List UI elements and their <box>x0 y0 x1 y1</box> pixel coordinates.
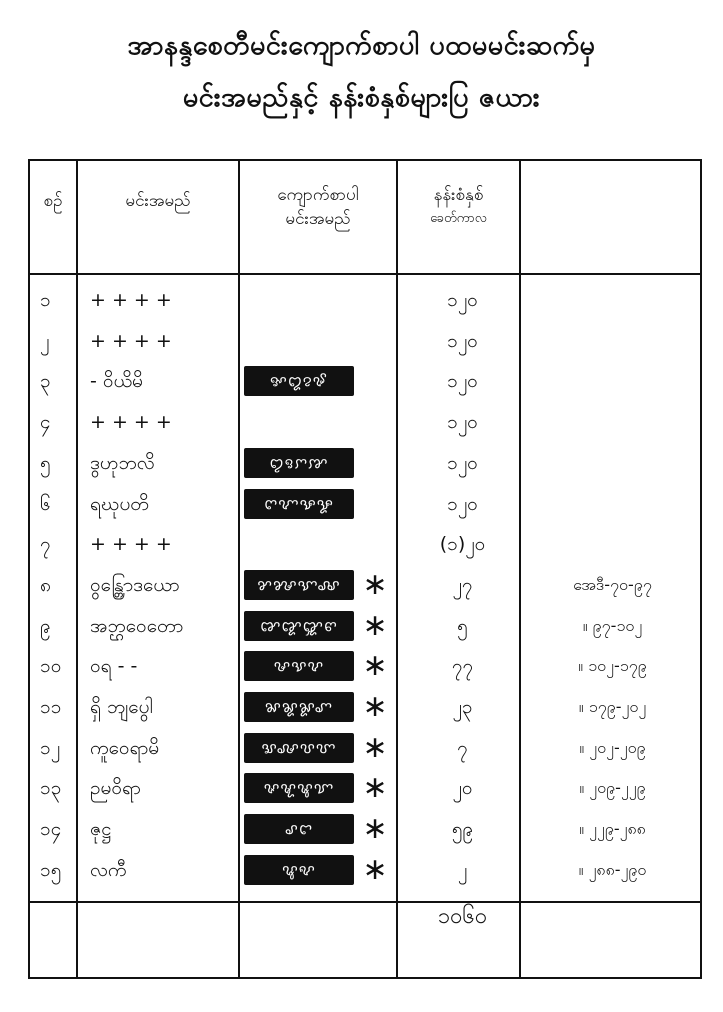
row-number: ၃ <box>40 370 51 393</box>
asterisk-mark: ∗ <box>362 566 388 602</box>
reign-duration: ၂၀ <box>452 777 473 800</box>
inscription-script-image <box>244 611 354 641</box>
row-number: ၂ <box>40 329 50 352</box>
king-name: ဉမဝိရာ <box>90 777 141 800</box>
row-number: ၁၅ <box>40 858 62 881</box>
header-duration <box>398 183 519 231</box>
reign-period: ။ ၁၇၉-၂၀၂ <box>578 697 647 716</box>
inscription-script-image <box>244 366 354 396</box>
inscription-glyphs: ꨥꨦ <box>244 855 354 885</box>
king-name: + + + + <box>90 289 172 311</box>
asterisk-mark: ∗ <box>362 729 388 765</box>
inscription-script-image <box>244 489 354 519</box>
reign-duration: ၁၂၀ <box>447 492 478 515</box>
reign-duration: ၁၂၀ <box>447 289 478 311</box>
table-row <box>30 525 700 563</box>
asterisk-mark: ∗ <box>362 607 388 643</box>
king-name: ရှိ ဘျပွေါ <box>90 696 153 718</box>
asterisk-mark: ∗ <box>362 811 388 847</box>
king-name: + + + + <box>90 329 172 352</box>
reign-duration: ၅ <box>457 614 468 637</box>
header-name: မင်းအမည် <box>125 191 191 211</box>
inscription-glyphs: ꨣꨤ <box>244 814 354 844</box>
inscription-glyphs: ꨀꨁꨂꨃ <box>244 366 354 396</box>
row-number: ၁၂ <box>40 736 61 759</box>
inscription-glyphs: ꨔꨕꨖ <box>244 651 354 681</box>
reign-period: ။ ၂၂၉-၂၈၈ <box>579 819 646 839</box>
header-divider <box>30 273 700 275</box>
table-row <box>30 566 700 604</box>
king-name: ဇုဋ္ဌ <box>90 818 112 841</box>
reign-duration: ၁၂၀ <box>447 329 478 352</box>
reign-duration: ၁၂၀ <box>447 370 478 393</box>
row-number: ၆ <box>40 492 51 515</box>
inscription-script-image <box>244 814 354 844</box>
reign-duration: ၁၂၀ <box>447 451 478 474</box>
total-divider <box>30 901 700 903</box>
reign-period: ။ ၂၈၈-၂၉၀ <box>578 859 647 879</box>
table-row <box>30 810 700 848</box>
king-name: ဒွဟုဘလိ <box>90 451 155 474</box>
asterisk-mark: ∗ <box>362 770 388 806</box>
table-row <box>30 322 700 360</box>
king-name: ရဃုပတိ <box>90 492 149 515</box>
inscription-glyphs: ꨈꨉꨊꨋ <box>244 489 354 519</box>
header-inscription-line-1: ကျောက်စာပါ <box>277 185 359 205</box>
kings-table <box>28 159 702 979</box>
page-title-line-2: မင်းအမည်နှင့် နန်းစံနှစ်များပြ ဇယား <box>182 82 541 113</box>
inscription-glyphs: ꨗꨘꨙꨚ <box>244 692 354 722</box>
table-row <box>30 362 700 400</box>
reign-period: ။ ၂၀၉-၂၂၉ <box>579 778 646 798</box>
inscription-script-image <box>244 773 354 803</box>
table-row <box>30 688 700 726</box>
king-name: ဝရ - - <box>90 655 138 678</box>
reign-duration: ၂ <box>457 858 468 881</box>
row-number: ၁၀ <box>40 655 62 678</box>
king-name: ဝွန္တြောဒယော <box>90 573 180 596</box>
row-number: ၇ <box>40 533 51 556</box>
inscription-glyphs: ꨟꨠꨡꨢ <box>244 773 354 803</box>
inscription-glyphs: ꨛꨜꨝꨞ <box>244 733 354 763</box>
reign-period: ။ ၁၀၂-၁၇၉ <box>578 656 647 676</box>
inscription-glyphs: ꨄꨅꨆꨇ <box>244 448 354 478</box>
table-row <box>30 647 700 685</box>
inscription-script-image <box>244 733 354 763</box>
header-duration-line-2: ခေတ်ကာလ <box>430 211 487 226</box>
reign-duration: ၇ <box>457 736 468 759</box>
table-row <box>30 851 700 889</box>
asterisk-mark: ∗ <box>362 851 388 887</box>
asterisk-mark: ∗ <box>362 689 388 724</box>
page-title-line-1: အာနန္ဒစေတီမင်းကျောက်စာပါ ပထမမင်းဆက်မှ <box>127 30 596 61</box>
row-number: ၁၃ <box>40 777 62 800</box>
reign-period: ။ ၂၀၂-၂၀၉ <box>579 737 646 757</box>
reign-duration: (၁)၂၀ <box>439 533 486 556</box>
table-row <box>30 485 700 523</box>
row-number: ၁ <box>40 289 51 311</box>
row-number: ၈ <box>40 573 51 596</box>
king-name: - ဝိယိမိ <box>90 370 143 393</box>
asterisk-mark: ∗ <box>362 648 388 684</box>
reign-duration: ၂၇ <box>452 573 473 596</box>
inscription-glyphs: ꨌꨍꨎꨏ <box>244 570 354 600</box>
reign-duration: ၁၂၀ <box>447 411 478 434</box>
table-row <box>30 729 700 767</box>
king-name: လကီ <box>90 858 127 881</box>
total-duration: ၁၀၆၀ <box>437 904 488 929</box>
king-name: + + + + <box>90 411 172 434</box>
row-number: ၅ <box>40 451 51 474</box>
table-row <box>30 607 700 645</box>
table-row <box>30 769 700 807</box>
inscription-script-image <box>244 855 354 885</box>
inscription-script-image <box>244 651 354 681</box>
table-row <box>30 281 700 319</box>
table-row <box>30 403 700 441</box>
reign-period: အေဒီ-၇၀-၉၇ <box>573 574 652 594</box>
inscription-script-image <box>244 692 354 722</box>
header-duration-line-1: နန်းစံနှစ် <box>433 185 484 205</box>
king-name: အဘ္ဌဝေတော <box>90 614 184 637</box>
header-no: စဉ် <box>43 191 63 211</box>
reign-duration: ၇၇ <box>451 655 474 678</box>
reign-duration: ၂၃ <box>452 696 473 718</box>
inscription-glyphs: ꨐꨑꨒꨓ <box>244 611 354 641</box>
table-row <box>30 444 700 482</box>
row-number: ၄ <box>40 411 51 434</box>
reign-duration: ၅၉ <box>451 818 474 841</box>
row-number: ၁၁ <box>40 696 62 718</box>
reign-period: ။ ၉၇-၁၀၂ <box>582 615 643 635</box>
inscription-script-image <box>244 448 354 478</box>
row-number: ၁၄ <box>40 818 62 841</box>
king-name: ကူဝေရာမိ <box>90 736 160 759</box>
king-name: + + + + <box>90 533 172 556</box>
header-inscription <box>240 183 396 231</box>
header-inscription-line-2: မင်းအမည် <box>285 209 351 229</box>
row-number: ၉ <box>40 614 51 637</box>
inscription-script-image <box>244 570 354 600</box>
